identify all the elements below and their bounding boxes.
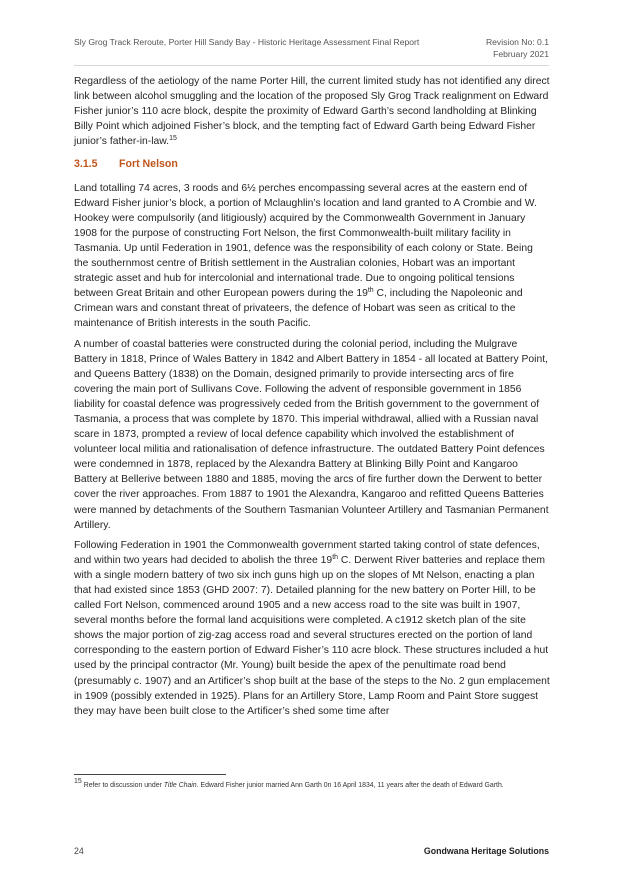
footnote-number: 15 — [74, 778, 82, 785]
superscript-th: th — [367, 287, 374, 295]
footnote-divider — [74, 774, 226, 775]
revision-number: Revision No: 0.1 — [485, 37, 549, 47]
footer-organisation: Gondwana Heritage Solutions — [423, 846, 549, 856]
running-header-title: Sly Grog Track Reroute, Porter Hill Sandy Bay - Historic Heritage Assessment Final Report — [74, 37, 420, 47]
footnote-italic-reference: Title Chain — [163, 782, 197, 789]
paragraph-porter-hill: Regardless of the aetiology of the name Porter Hill, the current limited study has not identified any direct link between alcohol smuggling and the location of the proposed Sly Grog Track realignment on Edward Fisher junior’s 110 acre block, despite the proximity of Edward Garth’s second landholding at Blinking Billy Point which adjoined Fisher’s block, and the tempting fact of Edward Garth being Edward Fisher junior’s father-in-law.$^{15}$ — [74, 76, 550, 148]
revision-date: February 2021 — [493, 48, 549, 59]
section-number: 3.1.5 — [74, 158, 98, 171]
main-body-text — [74, 74, 550, 724]
section-title: Fort Nelson — [119, 158, 178, 171]
running-header-revision — [486, 37, 549, 60]
footnote: 15 Refer to discussion under Title Chain. Edward Fisher junior married Ann Garth 0n 16 April 1834, 11 years after the death of Edward Garth. — [74, 778, 504, 789]
paragraph-land-acquisition: Land totalling 74 acres, 3 roods and 6½ perches encompassing several acres at the eastern end of Edward Fisher junior’s block, a portion of Mclaughlin’s location and land granted to A Crombie and W. Hookey were compulsorily (and litigiously) acquired by the Commonwealth Government in January 1908 for the purpose of constructing Fort Nelson, the first Commonwealth-built military facility in Tasmania. Up until Federation in 1901, defence was the responsibility of each colony or State. Being the southernmost centre of British settlement in the Australian colonies, Hobart was an important strategic asset and hub for intercolonial and international trade. Due to ongoing political tensions between Great Britain and other European powers during the 19th C, including the Napoleonic and Crimean wars and constant threat of privateers, the defence of Hobart was seen as critical to the maintenance of British interests in the south Pacific. — [74, 182, 537, 330]
superscript-th: th — [332, 553, 339, 561]
paragraph-federation: Following Federation in 1901 the Commonwealth government started taking control of state defences, and within two years had decided to abolish the three 19th C. Derwent River batteries and replace them with a single modern battery of two six inch guns high up on the slopes of Mt Nelson, enacting a plan that had existed since 1853 (GHD 2007: 7). Detailed planning for the new battery on Porter Hill, to be called Fort Nelson, commenced around 1905 and a new access road to the site was built in 1907, several months before the formal land acquisitions were completed. A c1912 sketch plan of the site shows the major portion of zig-zag access road and several structures erected on the portion of land corresponding to the eastern portion of Edward Fisher’s 110 acre block. These structures included a hut used by the principal contractor (Mr. Young) built beside the apex of the penultimate road bend (presumably c. 1907) and an Artificer’s shop built at the base of the steps to the No. 2 gun emplacement in 1909 (possibly extended in 1925). Plans for an Artillery Store, Lamp Room and Paint Store suggest they may have been built close to the Artificer’s shed some time after — [74, 539, 550, 717]
page-number: 24 — [74, 846, 84, 856]
header-divider — [74, 65, 549, 66]
footnote-reference[interactable]: 15 — [169, 135, 177, 143]
section-heading — [74, 157, 550, 172]
paragraph-coastal-batteries: A number of coastal batteries were constructed during the colonial period, including the Mulgrave Battery in 1818, Prince of Wales Battery in 1842 and Albert Battery in 1854 - all located at Battery Point, and Queens Battery (1838) on the Domain, designed primarily to provide intersecting arcs of fire covering the main port of Sullivans Cove. Following the advent of responsible government in 1856 liability for coastal defence was progressively ceded from the British government to the government of Tasmania, a process that was complete by 1870. This imperial withdrawal, allied with a Russian naval scare in 1873, prompted a review of local defence capability which involved the establishment of volunteer local militia and rationalisation of defence infrastructure. The outdated Battery Point defences were condemned in 1878, replaced by the Alexandra Battery at Blinking Billy Point and Kangaroo Battery at Bellerive between 1880 and 1885, moving the arcs of fire further down the Derwent to better cover the river approaches. From 1887 to 1901 the Alexandra, Kangaroo and refitted Queens Batteries were manned by detachments of the Southern Tasmanian Volunteer Artillery and Tasmanian Permanent Artillery. — [74, 338, 549, 531]
